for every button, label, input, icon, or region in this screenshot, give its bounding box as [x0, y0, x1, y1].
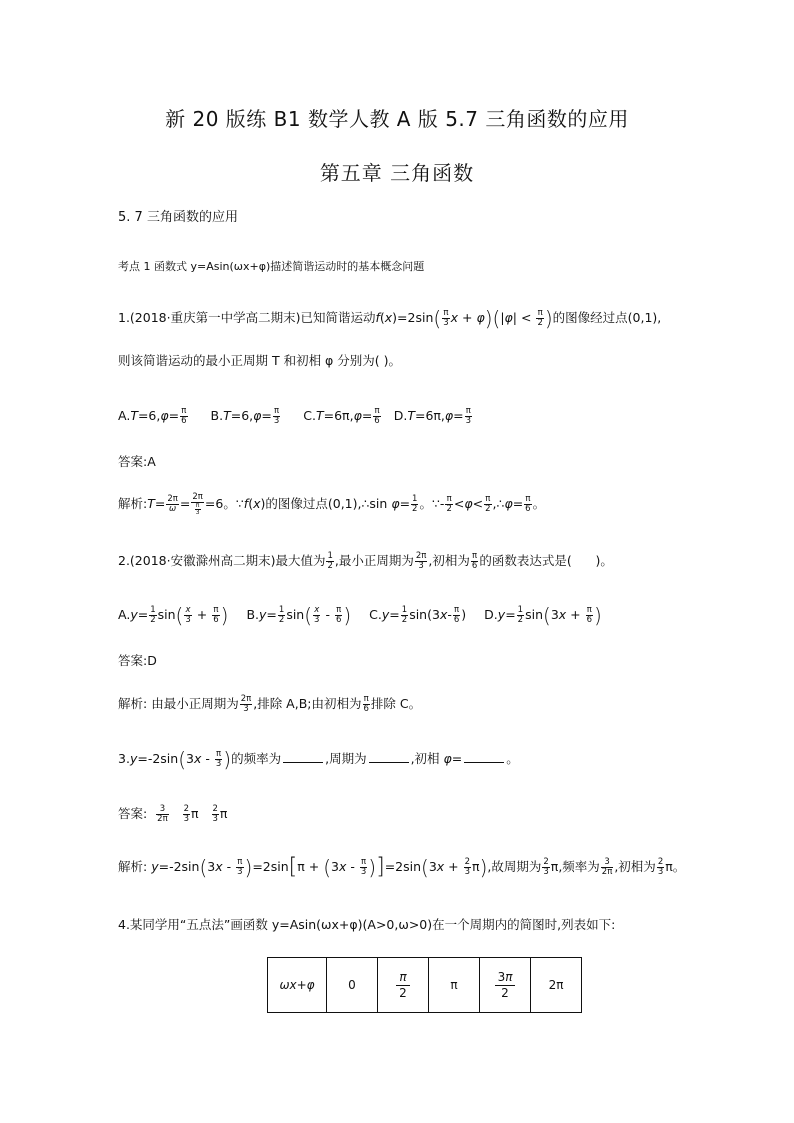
q4-stem: 4.某同学用“五点法”画函数 y=Asin(ωx+φ)(A>0,ω>0)在一个周期内的简图时,列表如下: — [118, 917, 616, 932]
q2-answer: 答案:D — [118, 653, 157, 668]
topic-heading: 考点 1 函数式 y=Asin(ωx+φ)描述简谐运动时的基本概念问题 — [118, 260, 425, 273]
table-cell: $\frac{\pi}{2}$ — [378, 958, 429, 1013]
q1-options: A.T=6,φ= $\frac{\pi}{6}$ B.T=6,φ= $\frac{\pi}{3}$ C.T=6π,φ= $\frac{\pi}{6}$ D.T=6π,φ= $\frac{\pi}{3}$ — [118, 406, 472, 426]
q3-analysis-label: 解析: — [118, 859, 152, 874]
document-title: 新 20 版练 B1 数学人教 A 版 5.7 三角函数的应用 — [165, 107, 629, 131]
q1-stem-line1: 1.(2018·重庆第一中学高二期末)已知简谐运动f(x)=2sin( $\frac{\pi}{3}$ x + φ)(|φ| < $\frac{\pi}{2}$ )的图像经过点(0,1), — [118, 306, 662, 331]
q1-analysis-label: 解析: — [118, 496, 148, 511]
q1-analysis: 解析:T= $\frac{2\pi}{\omega}$ = $\frac{2\pi}{\frac{\pi}{3}}$ =6。∵f(x)的图像过点(0,1),∴sin φ= $\frac{1}{2}$ 。∵- $\frac{\pi}{2}$ <φ< $\frac{\pi}{2}$ ,∴φ= $\frac{\pi}{6}$ 。 — [118, 492, 546, 516]
q4-table — [267, 957, 582, 1013]
q3-analysis: 解析: y=-2sin(3x - $\frac{\pi}{3}$ )=2sin[π + (3x - $\frac{\pi}{3}$ )]=2sin(3x + $\frac{2}{3}$ π),故周期为 $\frac{2}{3}$ π,频率为 $\frac{3}{2\pi}$ ,初相为 $\frac{2}{3}$ π。 — [118, 854, 686, 880]
table-cell: ωx+φ — [268, 958, 327, 1013]
q3-answer: 答案: $\frac{3}{2\pi}$ $\frac{2}{3}$ π $\frac{2}{3}$ π — [118, 804, 228, 824]
q2-options: A.y= $\frac{1}{2}$ sin( $\frac{x}{3}$ + $\frac{\pi}{6}$ ) B.y= $\frac{1}{2}$ sin( $\frac{x}{3}$ - $\frac{\pi}{6}$ ) C.y= $\frac{1}{2}$ sin(3x- $\frac{\pi}{6}$ ) D.y= $\frac{1}{2}$ sin(3x + $\frac{\pi}{6}$ ) — [118, 603, 602, 628]
q2-source: 2.(2018·安徽滁州高二期末)最大值为 — [118, 553, 326, 568]
q3-stem: 3.y=-2sin(3x - $\frac{\pi}{3}$ )的频率为 ,周期为 ,初相 φ= 。 — [118, 747, 519, 772]
q1-stem-line2: 则该简谐运动的最小正周期 T 和初相 φ 分别为( )。 — [118, 353, 402, 368]
q2-stem: 2.(2018·安徽滁州高二期末)最大值为 $\frac{1}{2}$ ,最小正周期为 $\frac{2\pi}{3}$ ,初相为 $\frac{\pi}{6}$ 的函数表达式是( )。 — [118, 551, 613, 571]
table-cell: 2π — [531, 958, 582, 1013]
q2-analysis-label: 解析: — [118, 696, 152, 711]
section-heading: 5. 7 三角函数的应用 — [118, 210, 238, 225]
table-row — [268, 958, 582, 1013]
q1-source: 1.(2018·重庆第一中学高二期末)已知简谐运动 — [118, 310, 376, 325]
q1-answer: 答案:A — [118, 454, 156, 469]
q2-analysis: 解析: 由最小正周期为 $\frac{2\pi}{3}$ ,排除 A,B;由初相为 $\frac{\pi}{6}$ 排除 C。 — [118, 694, 422, 714]
table-cell: π — [429, 958, 480, 1013]
chapter-title: 第五章 三角函数 — [319, 161, 475, 185]
table-cell: 0 — [327, 958, 378, 1013]
table-cell: $\frac{3\pi}{2}$ — [480, 958, 531, 1013]
q3-answer-label: 答案: — [118, 806, 152, 821]
